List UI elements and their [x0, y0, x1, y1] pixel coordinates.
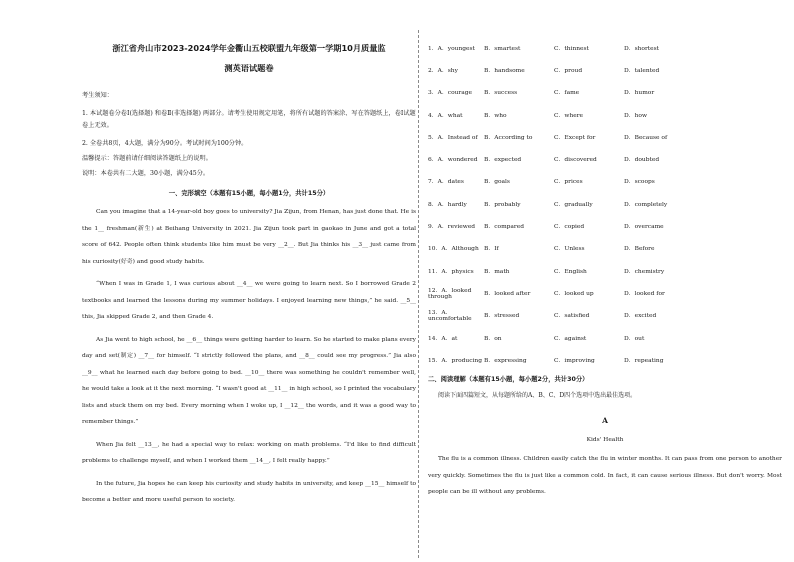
- option-choice: D．humor: [624, 90, 655, 97]
- notice-item-3: 温馨提示：答题前请仔细阅读答题纸上的说明。: [82, 155, 212, 162]
- option-row: [428, 170, 782, 192]
- option-choice: C．against: [554, 335, 587, 342]
- option-choice: 8．A．hardly: [428, 201, 467, 208]
- option-choice: C．copied: [554, 224, 585, 231]
- option-choice: B．success: [484, 90, 518, 97]
- cloze-paragraph-1: Can you imagine that a 14-year-old boy goes to university? Jia Zijun, from Henan, has just done that. He is the 1__ freshman(新生) at Beihang University in 2021. Jia Zijun took part in gaokao in June and got a total score of 642. People often think students like him must be very __2__. But Jia thinks his __3__ just came from his curiosity(好奇) and good study habits.: [82, 209, 416, 265]
- option-choice: 2．A．shy: [428, 67, 458, 74]
- option-choice: C．fame: [554, 90, 580, 97]
- passage-paragraph: The flu is a common illness. Children easily catch the flu in winter months. It can pass from one person to another very quickly. Sometimes the flu is just like a common cold. In fact, it can cause serious illness. But don't worry. Most people can be ill without any problems.: [428, 456, 782, 496]
- notice-heading: 考生须知：: [82, 92, 113, 99]
- option-choice: B．math: [484, 268, 510, 275]
- option-row: [428, 214, 782, 236]
- option-choice: B．probably: [484, 201, 521, 208]
- option-row: [428, 36, 782, 58]
- option-row: [428, 58, 782, 80]
- option-choice: D．shortest: [624, 45, 660, 52]
- option-choice: D．looked for: [624, 290, 665, 297]
- cloze-paragraph-3: As Jia went to high school, he __6__ things were getting harder to learn. So he started to make plans every day and set(制定) __7__ for himself. “I strictly followed the plans, and __8__ could see my progress.” Jia also __9__ what he learned each day before going to bed. __10__ there was something he couldn't remember well, he would take a look at it the next morning. “I wasn't good at __11__ in high school, so I printed the vocabulary lists and stuck them on my bed. Every morning when I woke up, I __12__ the words, and it was a good way to remember things.”: [82, 336, 416, 425]
- option-choice: B．expected: [484, 157, 522, 164]
- exam-title-line1: 浙江省舟山市2023-2024学年金衢山五校联盟九年级第一学期10月质量监: [112, 43, 386, 53]
- option-choice: 10．A．Although: [428, 246, 479, 253]
- option-choice: C．English: [554, 268, 587, 275]
- option-row: [428, 81, 782, 103]
- option-row: [428, 259, 782, 281]
- option-row: [428, 237, 782, 259]
- left-column: [82, 36, 416, 515]
- passage-title: Kids' Health: [586, 437, 624, 444]
- option-choice: C．looked up: [554, 290, 594, 297]
- option-choice: D．Because of: [624, 134, 668, 141]
- option-choice: B．expressing: [484, 357, 527, 364]
- section2-intro: 阅读下面四篇短文，从每题所给的A、B、C、D四个选项中选出最佳选项。: [438, 392, 637, 400]
- notice-item-4: 说明：本卷共有二大题，30小题，满分45分。: [82, 170, 210, 177]
- cloze-paragraph-4: When Jia felt __13__, he had a special way to relax: working on math problems. “I'd like to find difficult problems to challenge myself, and when I worked them __14__, I felt really happy.”: [82, 441, 416, 464]
- option-choice: B．who: [484, 112, 507, 119]
- option-choice: C．improving: [554, 357, 595, 364]
- option-choice: C．Except for: [554, 134, 596, 141]
- option-choice: C．prices: [554, 179, 583, 186]
- option-row: [428, 125, 782, 147]
- option-choice: D．out: [624, 335, 645, 342]
- option-choice: 1．A．youngest: [428, 45, 475, 52]
- option-choice: D．talented: [624, 67, 660, 74]
- passage-letter: A: [602, 416, 608, 426]
- exam-title: [82, 38, 416, 78]
- option-choice: D．chemistry: [624, 268, 665, 275]
- option-choice: 13．A．uncomfortable: [428, 310, 472, 323]
- option-choice: B．handsome: [484, 67, 525, 74]
- option-choice: B．smartest: [484, 45, 521, 52]
- option-row: [428, 326, 782, 348]
- option-row: [428, 147, 782, 169]
- option-row: [428, 348, 782, 370]
- option-row: [428, 103, 782, 125]
- option-row: [428, 192, 782, 214]
- option-row: [428, 304, 782, 326]
- option-choice: 12．A．looked through: [428, 287, 472, 300]
- option-choice: C．proud: [554, 67, 583, 74]
- notice-item-2: 2. 全卷共8页，4大题，满分为90分。考试时间为100分钟。: [82, 140, 248, 147]
- option-choice: C．where: [554, 112, 584, 119]
- option-choice: B．on: [484, 335, 502, 342]
- column-divider: [418, 30, 419, 558]
- right-column: [428, 36, 782, 501]
- option-row: [428, 281, 782, 303]
- section1-heading: 一、完形填空（本题有15小题，每小题1分，共计15分）: [168, 190, 330, 197]
- option-choice: B．looked after: [484, 290, 531, 297]
- section2-heading: 二、阅读理解（本题有15小题，每小题2分，共计30分）: [428, 376, 589, 384]
- option-choice: 9．A．reviewed: [428, 224, 476, 231]
- option-choice: C．satisfied: [554, 313, 590, 320]
- option-choice: 7．A．dates: [428, 179, 464, 186]
- option-choice: B．stressed: [484, 313, 520, 320]
- cloze-paragraph-2: “When I was in Grade 1, I was curious about __4__ we were going to learn next. So I borrowed Grade 2 textbooks and learned the lessons during my summer holidays. I enjoyed learning new things,” he said. __5__ this, Jia skipped Grade 2, and then Grade 4.: [82, 281, 416, 320]
- option-choice: C．Unless: [554, 246, 585, 253]
- option-choice: 5．A．Instead of: [428, 134, 478, 141]
- option-choice: B．If: [484, 246, 499, 253]
- option-choice: 3．A．courage: [428, 90, 473, 97]
- option-choice: D．repeating: [624, 357, 664, 364]
- option-choice: 6．A．wondered: [428, 157, 478, 164]
- option-choice: 14．A．at: [428, 335, 458, 342]
- options-list: [428, 36, 782, 370]
- option-choice: D．doubted: [624, 157, 660, 164]
- exam-title-line2: 测英语试题卷: [224, 63, 274, 73]
- notice-item-1: 1. 本试题卷分卷Ⅰ(选择题) 和卷Ⅱ(非选择题) 两部分。请考生使用规定用笔，将所有试题的答案涂、写在答题纸上，卷Ⅰ试题卷上无效。: [82, 110, 416, 129]
- option-choice: B．According to: [484, 134, 533, 141]
- option-choice: D．how: [624, 112, 647, 119]
- option-choice: D．scoops: [624, 179, 655, 186]
- option-choice: D．overcame: [624, 224, 664, 231]
- option-choice: D．Before: [624, 246, 655, 253]
- option-choice: C．thinnest: [554, 45, 589, 52]
- option-choice: 4．A．what: [428, 112, 463, 119]
- option-choice: D．completely: [624, 201, 668, 208]
- option-choice: B．compared: [484, 224, 525, 231]
- option-choice: B．goals: [484, 179, 510, 186]
- option-choice: 15．A．producing: [428, 357, 482, 364]
- cloze-paragraph-5: In the future, Jia hopes he can keep his curiosity and study habits in university, and keep __15__ himself to become a better and more useful person to society.: [82, 480, 416, 503]
- option-choice: D．excited: [624, 313, 657, 320]
- option-choice: 11．A．physics: [428, 268, 474, 275]
- option-choice: C．discovered: [554, 157, 597, 164]
- option-choice: C．gradually: [554, 201, 593, 208]
